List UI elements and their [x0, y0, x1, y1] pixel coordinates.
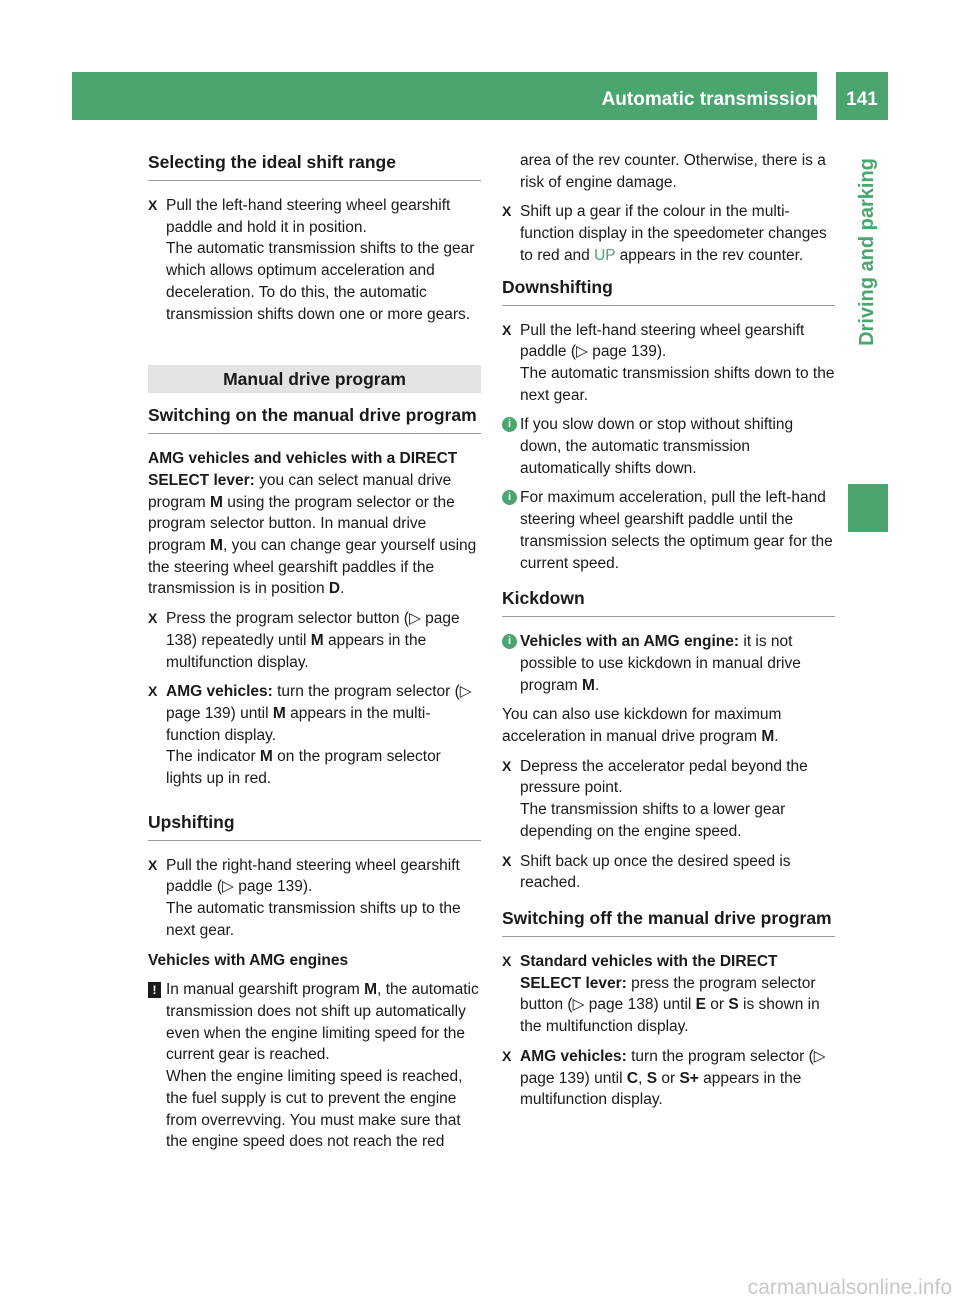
- step-marker-icon: X: [502, 952, 512, 969]
- left-column: [148, 150, 481, 1161]
- step-amg-vehicles: X AMG vehicles: turn the program selector (▷ page 139) until M appears in the multi-function display. The indicator M on the program selector lights up in red.: [148, 683, 472, 788]
- kickdown-paragraph: You can also use kickdown for maximum acceleration in manual drive program M.: [502, 706, 782, 746]
- heading-downshifting: Downshifting: [502, 275, 835, 306]
- warning-icon: !: [148, 982, 161, 998]
- section-title: Automatic transmission: [601, 89, 818, 110]
- info-icon: i: [502, 417, 517, 432]
- info-note-max-acceleration: i For maximum acceleration, pull the left-hand steering wheel gearshift paddle until the transmission selects the optimum gear for the current speed.: [502, 487, 835, 574]
- heading-manual-drive-program: Manual drive program: [148, 365, 481, 393]
- step-marker-icon: X: [502, 1047, 512, 1064]
- header-divider: [830, 72, 833, 120]
- heading-kickdown: Kickdown: [502, 586, 835, 617]
- step-shift-back: X Shift back up once the desired speed is reached.: [502, 852, 791, 892]
- page-ref-icon: ▷: [576, 343, 588, 361]
- page-number: 141: [846, 89, 878, 110]
- step-marker-icon: X: [502, 757, 512, 774]
- amg-direct-select-paragraph: AMG vehicles and vehicles with a DIRECT SELECT lever: you can select manual drive program M using the program selector or the program selector button. In manual drive program M, you can change gear yourself using the steering wheel gearshift paddles if the transmission is in position D.: [148, 450, 477, 598]
- para-lead: AMG vehicles and vehicles with a DIRECT SELECT lever:: [148, 450, 458, 489]
- page-ref-icon: ▷: [222, 878, 234, 896]
- step-marker-icon: X: [148, 856, 158, 873]
- step-depress-pedal: X Depress the accelerator pedal beyond the pressure point. The transmission shifts to a lower gear depending on the engine speed.: [502, 757, 808, 840]
- step-amg-switch-off: X AMG vehicles: turn the program selector (▷ page 139) until C, S or S+ appears in the multifunction display.: [502, 1047, 826, 1109]
- up-indicator: UP: [594, 246, 616, 264]
- step-text: Pull the left-hand steering wheel gearshift paddle and hold it in position.: [166, 197, 451, 236]
- side-tab-label: Driving and parking: [856, 158, 879, 346]
- step-marker-icon: X: [502, 203, 512, 220]
- step-result: The automatic transmission shifts to the gear which allows optimum acceleration and deceleration. To do this, the automatic transmission shifts down one or more gears.: [166, 240, 475, 323]
- continued-text: area of the rev counter. Otherwise, there is a risk of engine damage.: [520, 152, 826, 191]
- info-icon: i: [502, 634, 517, 649]
- page-ref-icon: ▷: [813, 1047, 826, 1065]
- step-standard-vehicles: X Standard vehicles with the DIRECT SELECT lever: press the program selector button (▷ page 138) until E or S is shown in the multifunction display.: [502, 952, 820, 1036]
- heading-switch-off: Switching off the manual drive program: [502, 906, 835, 937]
- step-downshift: X Pull the left-hand steering wheel gearshift paddle (▷ page 139). The automatic transmission shifts down to the next gear.: [502, 321, 835, 404]
- page-ref-icon: ▷: [408, 610, 421, 628]
- step-marker-icon: X: [148, 197, 158, 213]
- step-upshift: X Pull the right-hand steering wheel gearshift paddle (▷ page 139). The automatic transmission shifts up to the next gear.: [148, 856, 461, 939]
- watermark-text: carmanualsonline.info: [747, 1276, 952, 1299]
- info-note-amg-engine: i Vehicles with an AMG engine: it is not possible to use kickdown in manual drive program M.: [502, 631, 835, 696]
- info-note-slow-down: i If you slow down or stop without shifting down, the automatic transmission automatically shifts down.: [502, 414, 835, 479]
- heading-amg-engines: Vehicles with AMG engines: [148, 951, 349, 969]
- step-shift-up: X Shift up a gear if the colour in the multi-function display in the speedometer changes to red and UP appears in the rev counter.: [502, 203, 827, 264]
- side-tab-marker: [848, 484, 888, 532]
- step-marker-icon: X: [502, 852, 512, 869]
- step-ideal: [148, 195, 481, 325]
- page-ref-icon: ▷: [459, 683, 472, 701]
- step-press-selector: X Press the program selector button (▷ page 138) repeatedly until M appears in the multifunction display.: [148, 610, 460, 671]
- heading-ideal-shift-range: Selecting the ideal shift range: [148, 150, 481, 181]
- step-marker-icon: X: [148, 610, 158, 627]
- warning-note: ! In manual gearshift program M, the automatic transmission does not shift up automatically even when the engine limiting speed for the current gear is reached. When the engine limiting speed is reached, the fuel supply is cut to prevent the engine from overrevving. You must make sure that the engine speed does not reach the red: [148, 979, 481, 1153]
- right-column: [502, 150, 835, 1119]
- heading-switch-on: Switching on the manual drive program: [148, 403, 481, 434]
- step-marker-icon: X: [148, 683, 158, 700]
- page-ref-icon: ▷: [572, 996, 585, 1014]
- info-icon: i: [502, 490, 517, 505]
- heading-upshifting: Upshifting: [148, 810, 481, 841]
- step-marker-icon: X: [502, 321, 512, 338]
